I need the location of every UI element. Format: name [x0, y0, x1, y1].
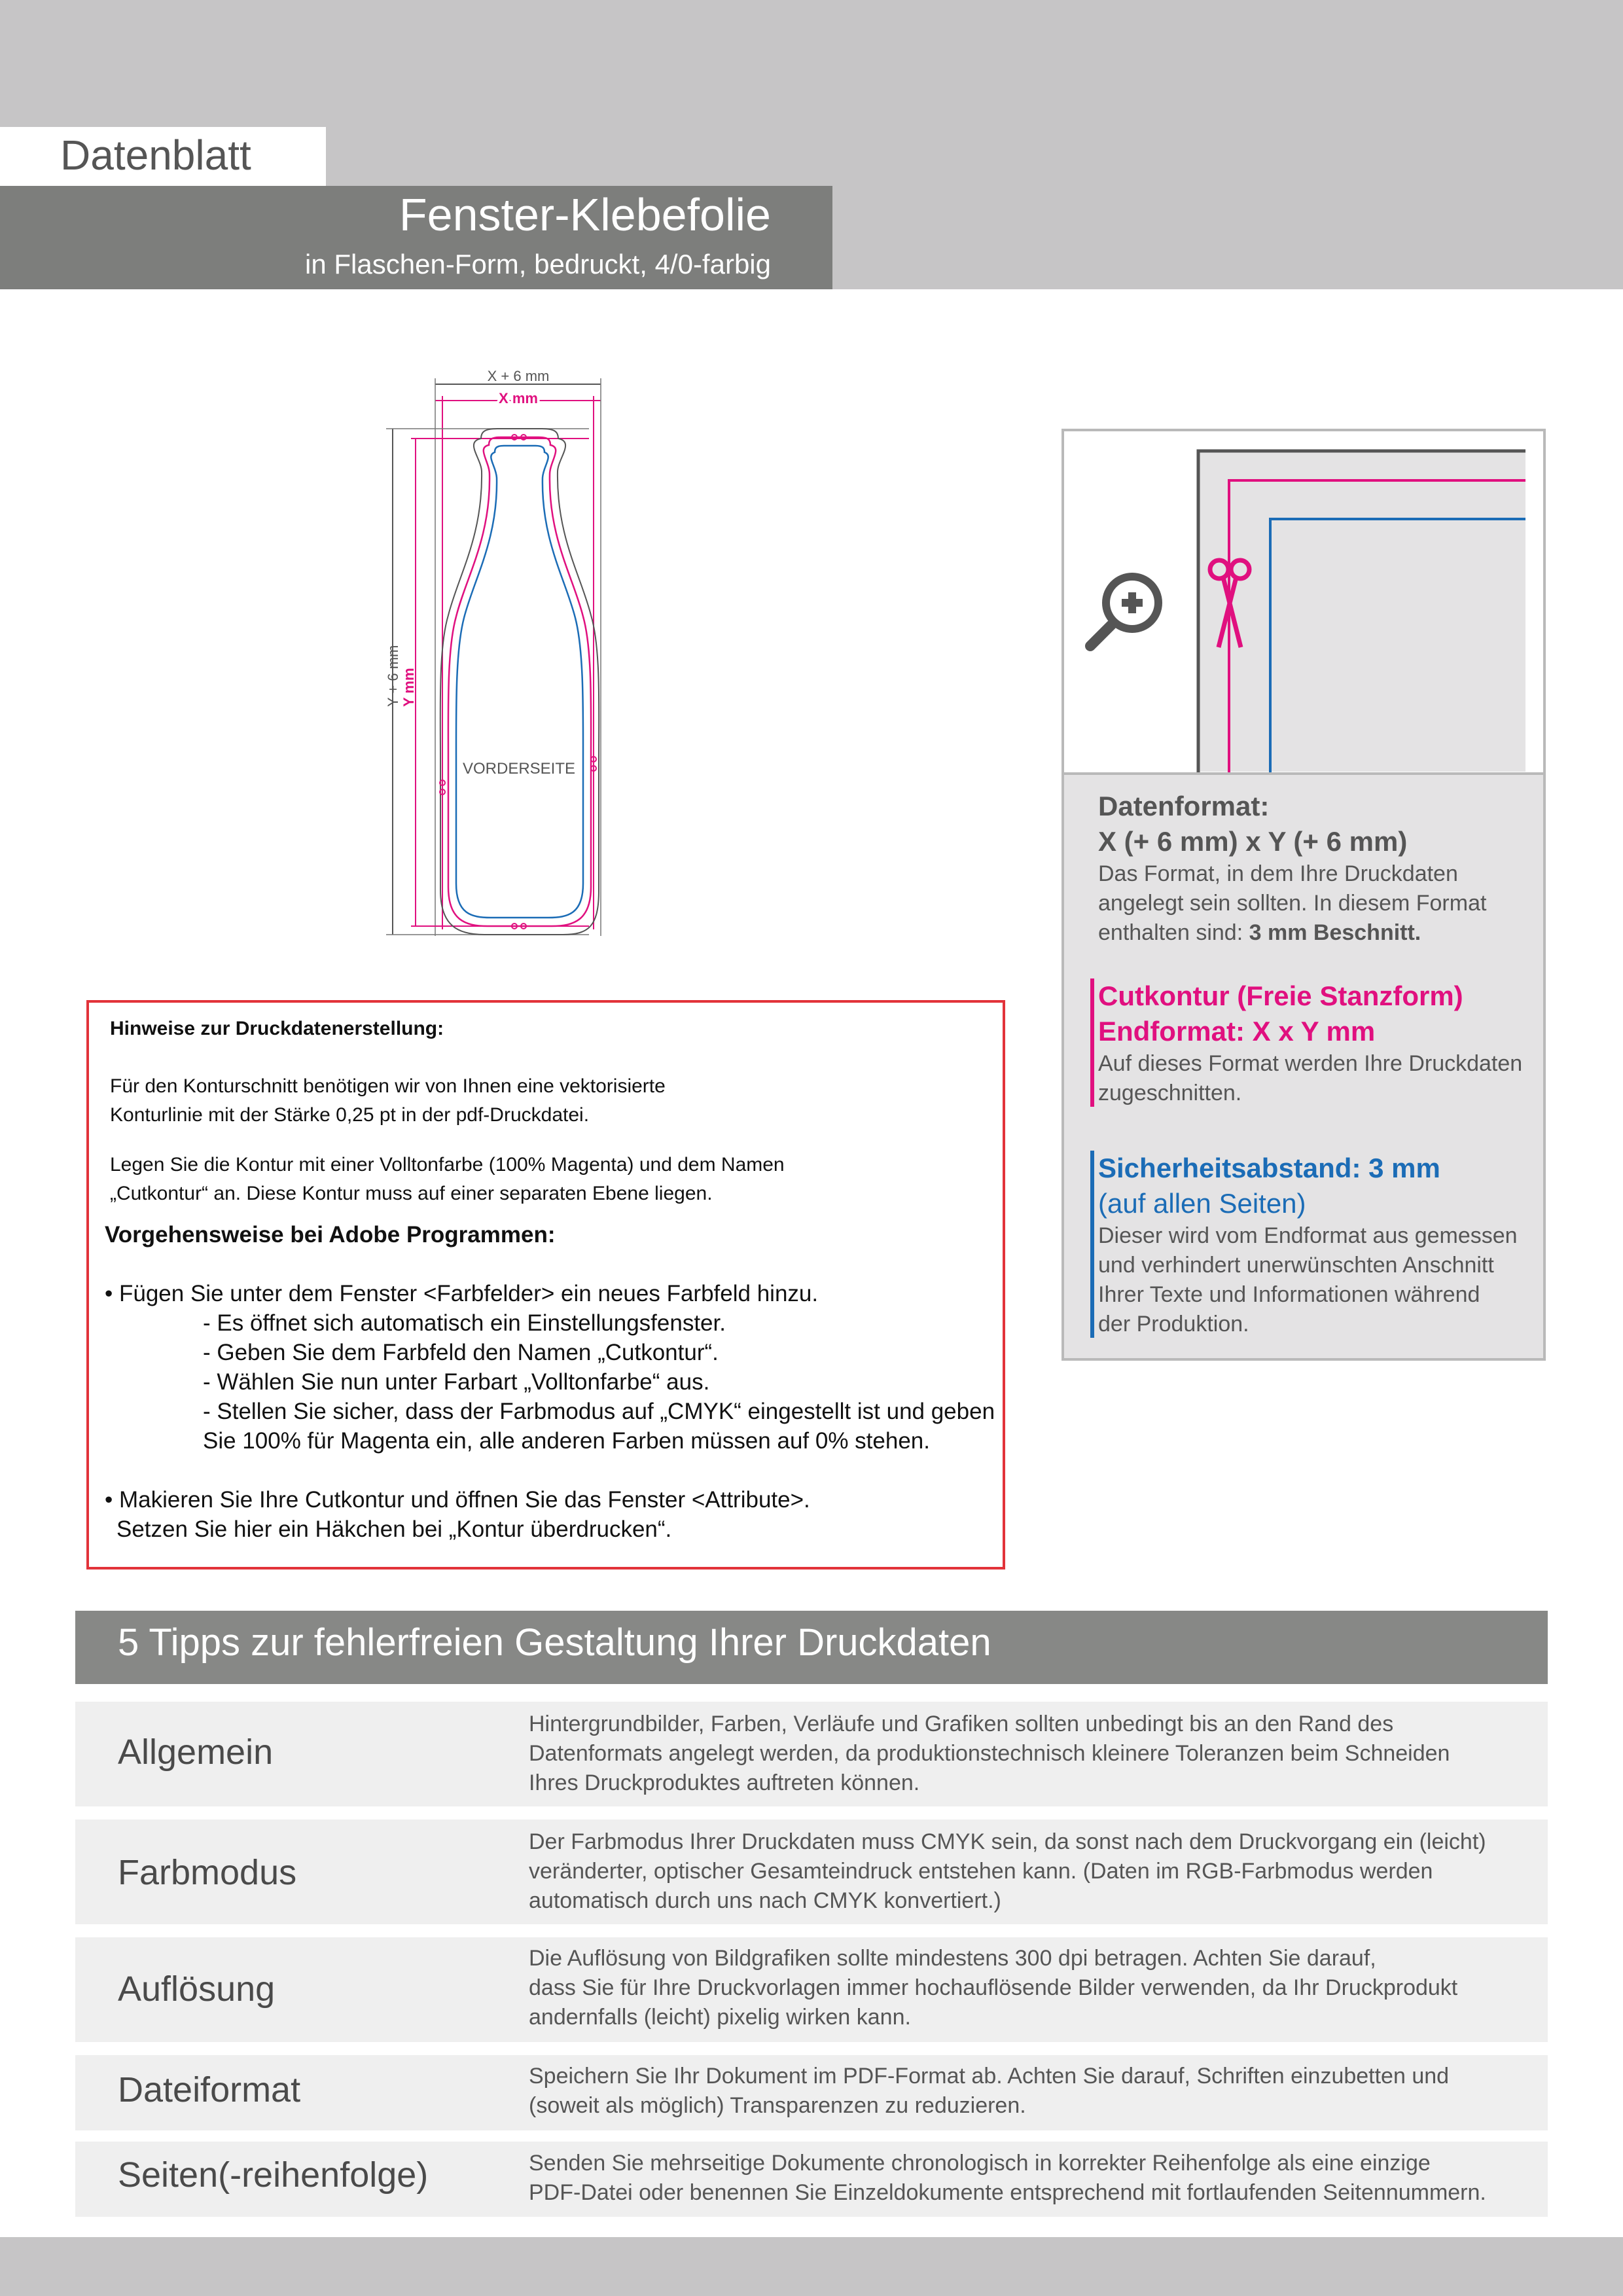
zoom-detail [1064, 431, 1543, 774]
zoom-in-icon [1090, 573, 1162, 646]
substep-1: - Es öffnet sich automatisch ein Einstellungsfenster. [203, 1310, 726, 1336]
datenformat-title: Datenformat: [1098, 791, 1270, 821]
step-2: • Makieren Sie Ihre Cutkontur und öffnen Sie das Fenster <Attribute>. [105, 1487, 810, 1513]
bottle-diagram [366, 367, 641, 956]
substep-4: - Stellen Sie sicher, dass der Farbmodus auf „CMYK“ eingestellt ist und geben [203, 1399, 995, 1424]
tips-title: 5 Tipps zur fehlerfreien Gestaltung Ihrer Druckdaten [118, 1621, 991, 1664]
endformat-size: Endformat: X x Y mm [1098, 1016, 1376, 1047]
adobe-title: Vorgehensweise bei Adobe Programmen: [105, 1222, 556, 1247]
tip-label: Dateiformat [118, 2070, 301, 2109]
beschnitt-note: 3 mm Beschnitt. [1249, 920, 1421, 945]
bleed-detail-graphic [1064, 431, 1543, 774]
width-inner-label: X mm [499, 390, 538, 406]
cutkontur-section [1098, 978, 1522, 1108]
substep-2: - Geben Sie dem Farbfeld den Namen „Cutkontur“. [203, 1340, 719, 1365]
datenformat-size: X (+ 6 mm) x Y (+ 6 mm) [1098, 826, 1408, 857]
tip-label: Auflösung [118, 1969, 276, 2009]
side-label: VORDERSEITE [462, 760, 576, 778]
tip-text: Speichern Sie Ihr Dokument im PDF-Format ab. Achten Sie darauf, Schriften einzubetten und (soweit als möglich) Transparenzen zu reduzieren. [529, 2064, 1450, 2118]
page-title: Fenster-Klebefolie [399, 189, 771, 240]
width-outer-label: X + 6 mm [487, 368, 550, 384]
cut-accent-bar [1090, 978, 1094, 1107]
hint-p2-line-2: „Cutkontur“ an. Diese Kontur muss auf einer separaten Ebene liegen. [110, 1183, 713, 1204]
tip-text: Hintergrundbilder, Farben, Verläufe und Grafiken sollten unbedingt bis an den Rand des Datenformats angelegt werden, da produktionstechnisch kleinere Toleranzen beim Schneiden Ihres Druckproduktes auftreten können. [529, 1712, 1450, 1795]
height-inner-label: Y mm [401, 668, 417, 707]
page-subtitle: in Flaschen-Form, bedruckt, 4/0-farbig [305, 249, 771, 279]
safe-line-2: und verhindert unerwünschten Anschnitt [1098, 1253, 1494, 1278]
safe-accent-bar [1090, 1151, 1094, 1338]
tip-label: Farbmodus [118, 1853, 297, 1892]
safe-line-1: Dieser wird vom Endformat aus gemessen [1098, 1223, 1518, 1248]
sicherheitsabstand-section [1098, 1151, 1518, 1339]
datenformat-section [1098, 789, 1486, 948]
substep-3: - Wählen Sie nun unter Farbart „Volltonfarbe“ aus. [203, 1369, 710, 1395]
safe-line-3: Ihrer Texte und Informationen während [1098, 1282, 1480, 1307]
cutkontur-line-1: Auf dieses Format werden Ihre Druckdaten [1098, 1051, 1523, 1076]
scissors-icon [440, 435, 596, 929]
hint-p1-line-2: Konturlinie mit der Stärke 0,25 pt in der pdf-Druckdatei. [110, 1104, 590, 1126]
tip-label: Seiten(-reihenfolge) [118, 2155, 429, 2195]
footer-band [0, 2237, 1623, 2296]
tip-text: Senden Sie mehrseitige Dokumente chronologisch in korrekter Reihenfolge als eine einzige PDF-Datei oder benennen Sie Einzeldokumente entsprechend mit fortlaufenden Seitennummern. [529, 2151, 1486, 2205]
hints-title: Hinweise zur Druckdatenerstellung: [110, 1018, 444, 1039]
step-2-cont: Setzen Sie hier ein Häkchen bei „Kontur überdrucken“. [116, 1516, 672, 1542]
substep-5: Sie 100% für Magenta ein, alle anderen Farben müssen auf 0% stehen. [203, 1428, 930, 1454]
datenformat-line-1: Das Format, in dem Ihre Druckdaten [1098, 861, 1458, 886]
hint-p1-line-1: Für den Konturschnitt benötigen wir von Ihnen eine vektorisierte [110, 1075, 666, 1097]
step-1: • Fügen Sie unter dem Fenster <Farbfelder> ein neues Farbfeld hinzu. [105, 1281, 819, 1306]
height-outer-label: Y + 6 mm [385, 645, 401, 707]
hints-content [110, 1014, 785, 1208]
datenformat-line-3: enthalten sind: 3 mm Beschnitt. [1098, 920, 1421, 945]
safe-title: Sicherheitsabstand: 3 mm [1098, 1153, 1440, 1183]
datenformat-line-2: angelegt sein sollten. In diesem Format [1098, 891, 1487, 916]
adobe-steps [105, 1220, 995, 1544]
safe-subtitle: (auf allen Seiten) [1098, 1188, 1306, 1219]
tip-text: Die Auflösung von Bildgrafiken sollte mindestens 300 dpi betragen. Achten Sie darauf, dass Sie für Ihre Druckvorlagen immer hochauflösende Bilder verwenden, da Ihr Druckprodukt andernfalls (leicht) pixelig wirken kann. [529, 1946, 1458, 2030]
tip-text: Der Farbmodus Ihrer Druckdaten muss CMYK sein, da sonst nach dem Druckvorgang ein (leicht) veränderter, optischer Gesamteindruck entstehen kann. (Daten im RGB-Farbmodus werden automatisch durch uns nach CMYK konvertiert.) [529, 1829, 1486, 1913]
hint-p2-line-1: Legen Sie die Kontur mit einer Volltonfarbe (100% Magenta) und dem Namen [110, 1154, 785, 1175]
datenblatt-label: Datenblatt [60, 132, 251, 179]
safe-line-4: der Produktion. [1098, 1312, 1249, 1336]
cutkontur-title: Cutkontur (Freie Stanzform) [1098, 980, 1463, 1011]
tip-label: Allgemein [118, 1732, 274, 1772]
cutkontur-line-2: zugeschnitten. [1098, 1081, 1242, 1105]
divider [1061, 772, 1546, 775]
